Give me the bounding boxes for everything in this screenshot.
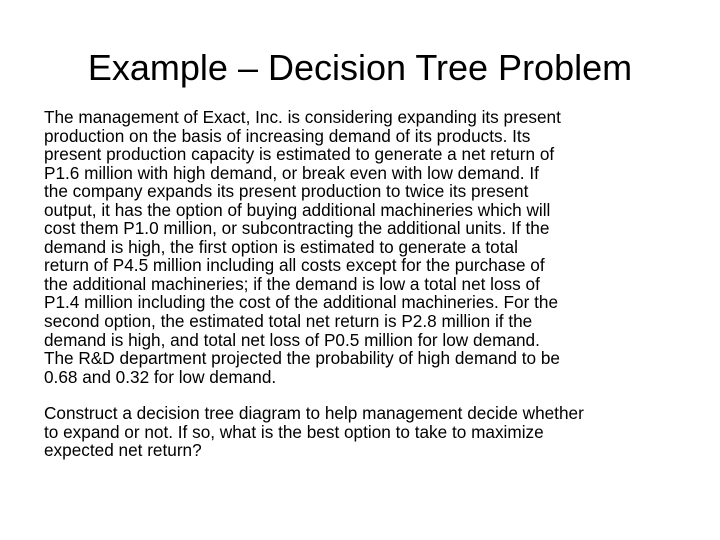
paragraph-line: Construct a decision tree diagram to help management decide whether (44, 403, 584, 424)
question-paragraph (44, 404, 684, 460)
paragraph-line: P1.4 million including the cost of the additional machineries. For the (44, 292, 558, 313)
slide-title: Example – Decision Tree Problem (87, 47, 633, 88)
paragraph-line: the company expands its present production to twice its present (44, 181, 529, 202)
paragraph-line: demand is high, the first option is estimated to generate a total (44, 236, 518, 257)
paragraph-line: the additional machineries; if the demand is low a total net loss of (44, 273, 540, 294)
paragraph-line: expected net return? (44, 440, 202, 461)
paragraph-line: The management of Exact, Inc. is considering expanding its present (44, 107, 561, 127)
paragraph-line: second option, the estimated total net return is P2.8 million if the (44, 311, 533, 332)
paragraph-line: demand is high, and total net loss of P0.5 million for low demand. (44, 329, 540, 350)
paragraph-line: P1.6 million with high demand, or break even with low demand. If (44, 162, 539, 183)
paragraph-line: present production capacity is estimated to generate a net return of (44, 144, 555, 165)
paragraph-line: to expand or not. If so, what is the best option to take to maximize (44, 421, 544, 442)
paragraph-line: The R&D department projected the probability of high demand to be (44, 348, 560, 369)
paragraph-line: production on the basis of increasing demand of its products. Its (44, 125, 531, 146)
paragraph-line: cost them P1.0 million, or subcontracting the additional units. If the (44, 218, 550, 239)
paragraph-line: 0.68 and 0.32 for low demand. (44, 366, 277, 387)
paragraph-line: return of P4.5 million including all costs except for the purchase of (44, 255, 545, 276)
problem-paragraph (44, 108, 684, 386)
slide-body (44, 108, 684, 460)
paragraph-line: output, it has the option of buying additional machineries which will (44, 199, 551, 220)
